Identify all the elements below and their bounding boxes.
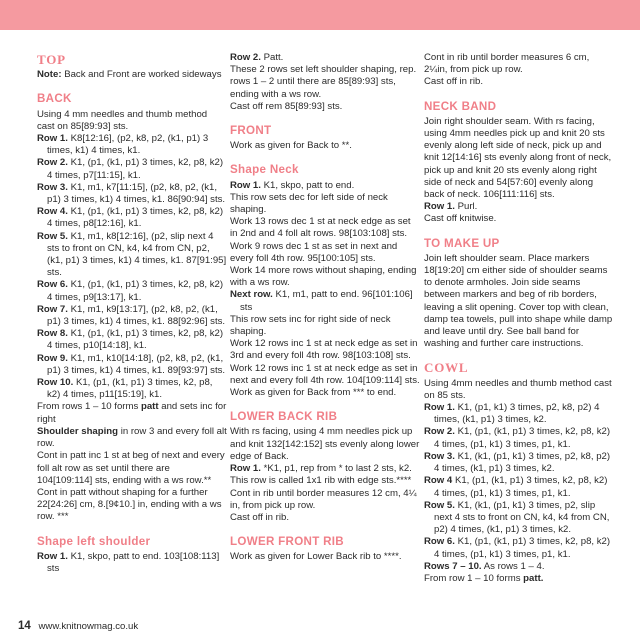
cowl-rows [424,402,614,561]
lower-back-row1 [230,463,420,475]
page-number: 14 [18,620,31,632]
pattern-row [37,206,227,230]
neck-band-text: Join right shoulder seam. With rs facing, using 4mm needles pick up and knit 20 sts evenly along left side of neck, pick up and knit 12[14:16] sts evenly along front of neck, pick up and knit 20 sts evenly along right side of neck and 54[57:60] evenly along back of neck. 106[111:116] sts. [424,115,612,201]
pattern-row [424,451,614,475]
pattern-row-label: Row 5. [37,230,68,242]
neck-line: Work 9 rows dec 1 st as set in next and every foll 4th row. 95[100:105] sts. [230,240,398,264]
pattern-row [37,328,227,352]
front-text: Work as given for Back to **. [230,140,352,152]
note-paragraph [37,69,227,81]
column-left [37,52,227,575]
pattern-row-text: K1, (p1, (k1, p1) 3 times, k2, p8, k2) 4 times, p11[15:19], k1. [47,377,213,401]
back-intro: Using 4 mm needles and thumb method cast on 85[89:93] sts. [37,108,208,132]
pattern-row-text: K1, (p1, k1) 3 times, p2, k8, p2) 4 times, (k1, p1) 3 times, k2. [434,402,600,426]
pattern-row-label: Row 6. [37,279,68,291]
neck-line-2: Work 12 rows inc 1 st at neck edge as set in next and every foll 4th row. 104[109:114] sts. [230,362,420,386]
section-heading-front: FRONT [230,124,272,138]
pattern-row [37,377,227,401]
pattern-row [424,426,614,450]
pattern-row [37,279,227,303]
cowl-intro: Using 4mm needles and thumb method cast on 85 sts. [424,377,612,401]
pattern-row-label: Row 3. [37,181,68,193]
shoulder-text: in row 3 and every foll alt row. [37,425,227,450]
pattern-row-label: Row 2. [37,157,68,169]
neck-line-2: This row sets inc for right side of neck shaping. [230,313,391,338]
column-middle [230,52,420,564]
footer-site-link[interactable]: www.knitnowmag.co.uk [38,621,139,632]
from-row-bold: patt. [523,572,544,584]
pattern-row-text: K1, (p1, (k1, p1) 3 times, k2, p8, k2) 4 times, p9[13:17], k1. [47,279,224,303]
neck-line: Work 14 more rows without shaping, ending with a ws row. [230,265,417,289]
pattern-row-label: Row 1. [424,402,455,414]
neck-line: This row sets dec for left side of neck shaping. [230,191,388,216]
next-row [230,289,420,313]
pattern-row-text: K1, (k1, (p1, k1) 3 times, p2, slip next 4 sts to front on CN, k4, k4 from CN, p2) 4 times, (k1, p1) 3 times, k2. [434,499,610,536]
cont-rib-paragraph: Cont in rib until border measures 6 cm, 2¼in, from pick up row. [424,52,590,76]
pattern-row [424,402,614,426]
lower-back-intro: With rs facing, using 4 mm needles pick up and knit 132[142:152] sts evenly along lower edge of Back. [230,426,420,462]
lb-row1-label: Row 1. [230,463,261,475]
neck-band-cast-off: Cast off knitwise. [424,213,497,225]
nb-row1-label: Row 1. [424,201,455,213]
neck-row1-label: Row 1. [230,179,261,191]
from-rows-bold: patt [140,401,159,413]
from-rows-post: and sets inc for right [37,401,227,425]
shape-left-row-text: K1, skpo, patt to end. 103[108:113] sts [47,550,220,574]
lower-back-rest: This row is called 1x1 rib with edge sts.**** Cont in rib until border measures 12 cm, 4¼ in, from pick up row. [230,475,417,511]
pattern-row-text: K1, (p1, (k1, p1) 3 times, k2, p8, k2) 4 times, (p1, k1) 3 times, p1, k1. [434,536,611,560]
shape-left-row-label: Row 1. [37,550,68,562]
pattern-row [37,157,227,181]
pattern-row-text: K1, (p1, (k1, p1) 3 times, k2, p8, k2) 4 times, p8[12:16], k1. [47,206,224,230]
top-color-band [0,0,640,30]
pattern-row-label: Row 7. [37,303,68,315]
row2-continuation: These 2 rows set left shoulder shaping, rep. rows 1 – 2 until there are 85[89:93] sts, ending with a ws row. [230,64,417,100]
pattern-row [37,353,227,377]
pattern-row [37,133,227,157]
pattern-row-text: K8[12:16], (p2, k8, p2, (k1, p1) 3 times, k1) 4 times, k1. [47,133,209,157]
lower-back-cast-off: Cast off in rib. [230,511,290,523]
row2-label: Row 2. [230,52,261,63]
pattern-row-label: Row 3. [424,450,455,462]
from-rows-paragraph [37,401,227,425]
from-row-paragraph [424,573,614,585]
pattern-row-label: Row 9. [37,352,68,364]
section-heading-back: BACK [37,92,72,106]
note-label: Note: [37,69,62,81]
lower-front-text: Work as given for Lower Back rib to ****. [230,551,402,563]
neck-line: Work 13 rows dec 1 st at neck edge as set in 2nd and 4 foll alt rows. 98[103:108] sts. [230,216,411,240]
section-heading-cowl: COWL [424,360,469,376]
row2-text: Patt. [263,52,284,63]
cast-off-paragraph: Cast off rem 85[89:93] sts. [230,100,343,112]
pattern-row-text: K1, (p1, (k1, p1) 3 times, k2, p8, k2) 4 times, (p1, k1) 3 times, p1, k1. [434,426,611,450]
column-right [424,52,614,585]
page-footer [18,620,138,634]
pattern-row [37,304,227,328]
pattern-row-text: K1, (p1, (k1, p1) 3 times, k2, p8, k2) 4 times, (p1, k1) 3 times, p1, k1. [434,475,608,499]
pattern-row-label: Row 8. [37,328,68,340]
pattern-row [37,231,227,280]
row2-paragraph [230,52,420,64]
pattern-row-label: Row 2. [424,426,455,438]
pattern-row-label: Row 4 [424,475,453,487]
section-heading-shape-left: Shape left shoulder [37,534,151,548]
section-heading-lower-back-rib: LOWER BACK RIB [230,410,338,424]
pattern-row [37,182,227,206]
neck-line-2: Work as given for Back from *** to end. [230,387,397,399]
pattern-row [424,475,614,499]
pattern-row-text: K1, m1, k7[11:15], (p2, k8, p2, (k1, p1) 3 times, k1) 4 times, k1. 86[90:94] sts. [47,181,226,206]
section-heading-lower-front-rib: LOWER FRONT RIB [230,535,344,549]
section-heading-make-up: TO MAKE UP [424,236,500,250]
lb-row1-text: *K1, p1, rep from * to last 2 sts, k2. [263,463,412,475]
pattern-row-text: K1, (p1, (k1, p1) 3 times, k2, p8, k2) 4 times, p10[14:18], k1. [47,328,224,352]
pattern-row-text: K1, m1, k8[12:16], (p2, slip next 4 sts to front on CN, k4, k4 from CN, p2, (k1, p1) 3 times, k1) 4 times, k1. 87[91:95] sts. [47,230,227,279]
cont-paragraph: Cont in patt inc 1 st at beg of next and every foll alt row as set until there are 104[109:114] sts, ending with a ws row.** Cont in patt without shaping for a further 22[24:26] cm, 8.[9¢10.] in, ending with a ws row. *** [37,450,225,523]
pattern-row-label: Row 1. [37,133,68,145]
from-rows-pre: From rows 1 – 10 forms [37,401,139,413]
shoulder-label: Shoulder shaping [37,425,119,437]
rows-7-10-text: As rows 1 – 4. [483,560,545,572]
pattern-row-text: K1, (k1, (p1, k1) 3 times, p2, k8, p2) 4 times, (k1, p1) 3 times, k2. [434,450,611,475]
rows-7-10-label: Rows 7 – 10. [424,560,482,572]
make-up-text: Join left shoulder seam. Place markers 18[19:20] cm either side of shoulder seams to denote armholes. Join side seams between markers and beg of rib borders, leaving a slit opening. Cover top with clean, damp tea towels, pull into shape while damp and leave until dry. See ball band for washing and further care instructions. [424,252,613,350]
neck-row1 [230,180,420,192]
section-heading-top: TOP [37,52,66,67]
pattern-row [424,536,614,560]
rows-7-10 [424,561,614,573]
pattern-row-label: Row 6. [424,536,455,548]
pattern-row-text: K1, m1, k10[14:18], (p2, k8, p2, (k1, p1) 3 times, k1) 4 times, k1. 89[93:97] sts. [47,352,226,376]
section-heading-neck-band: NECK BAND [424,99,497,113]
note-text: Back and Front are worked sideways [64,69,222,81]
pattern-row-label: Row 10. [37,377,74,389]
neck-line-2: Work 12 rows inc 1 st at neck edge as set in 3rd and every foll 4th row. 98[103:108] sts. [230,338,418,362]
cast-off-rib: Cast off in rib. [424,76,484,88]
section-heading-shape-neck: Shape Neck [230,163,299,177]
neck-band-row1 [424,201,614,213]
pattern-row-text: K1, m1, k9[13:17], (p2, k8, p2, (k1, p1) 3 times, k1) 4 times, k1. 88[92:96] sts. [47,303,226,328]
next-row-text: K1, m1, patt to end. 96[101:106] sts [240,289,413,313]
pattern-row-text: K1, (p1, (k1, p1) 3 times, k2, p8, k2) 4 times, p7[11:15], k1. [47,157,224,181]
back-rows [37,133,227,401]
pattern-row-label: Row 4. [37,206,68,218]
nb-row1-text: Purl. [457,201,478,213]
shoulder-paragraph [37,426,227,450]
from-row-pre: From row 1 – 10 forms [424,572,521,584]
pattern-row [424,500,614,537]
neck-row1-text: K1, skpo, patt to end. [263,179,355,191]
next-row-label: Next row. [230,289,273,301]
pattern-row-label: Row 5. [424,499,455,511]
shape-left-row [37,551,227,575]
